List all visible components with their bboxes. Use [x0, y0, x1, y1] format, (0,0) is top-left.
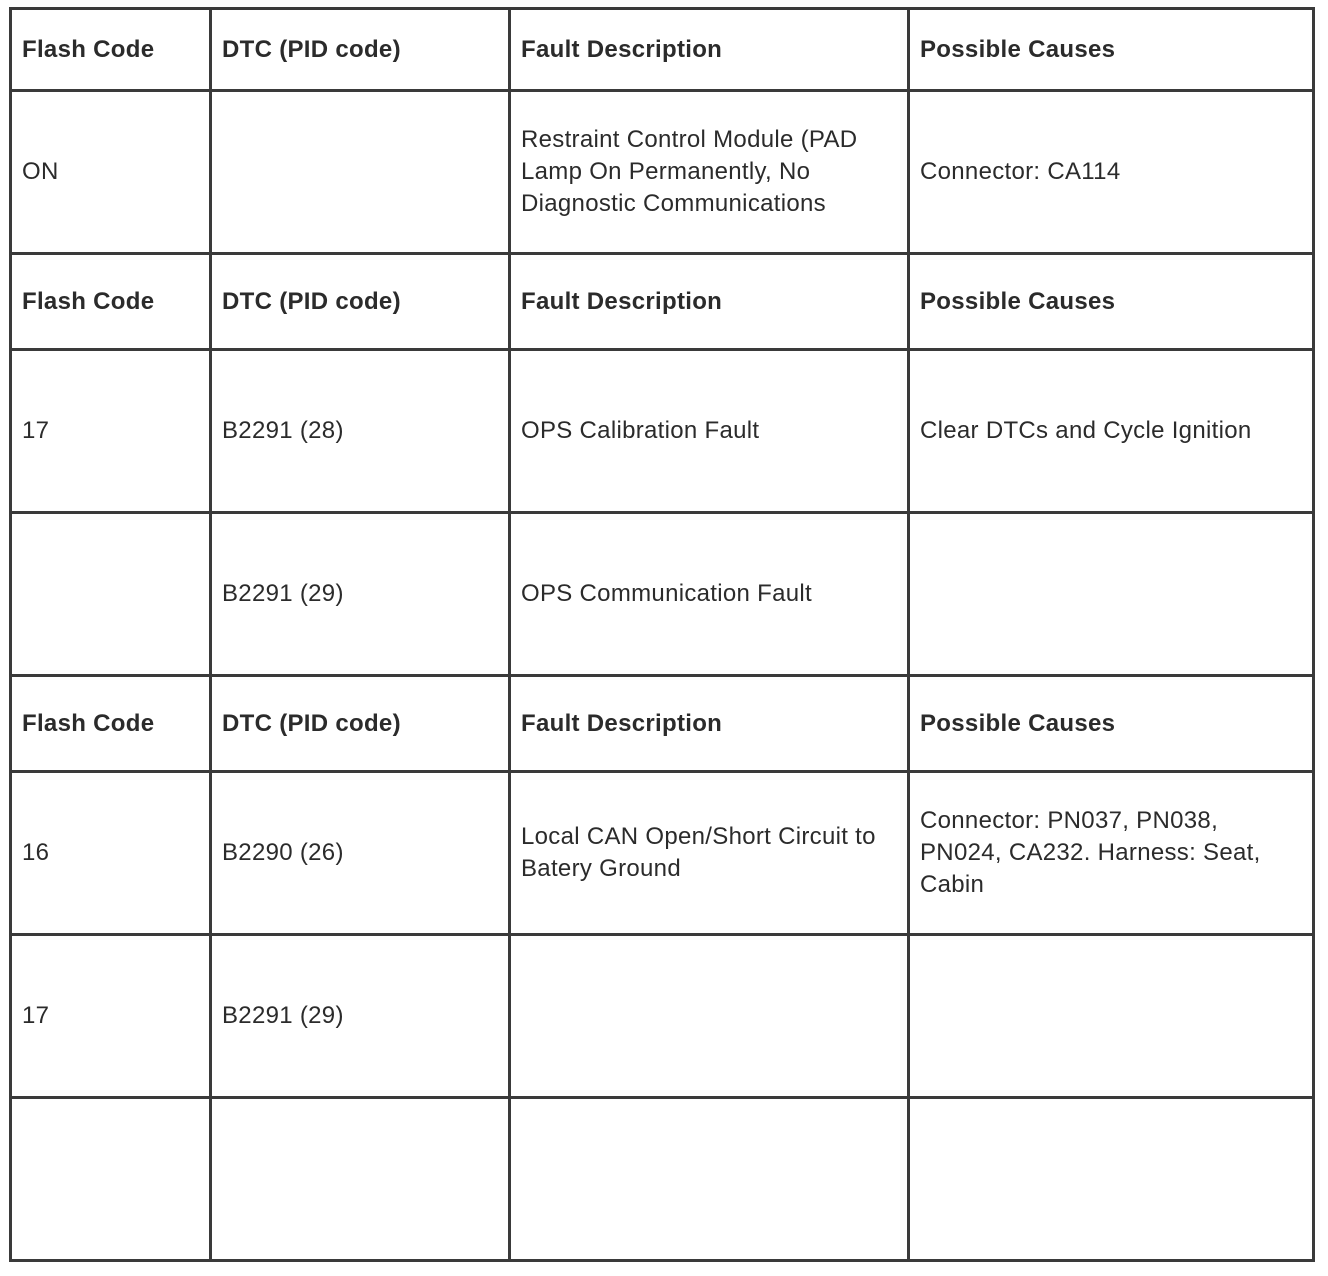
possible-causes-cell: [909, 1098, 1314, 1261]
header-dtc: DTC (PID code): [211, 254, 510, 350]
table-row: [11, 935, 1314, 1098]
dtc-cell: [211, 1098, 510, 1261]
header-dtc: DTC (PID code): [211, 676, 510, 772]
header-row: [11, 676, 1314, 772]
flash-code-cell: ON: [11, 91, 211, 254]
fault-description-cell: OPS Calibration Fault: [510, 350, 909, 513]
header-flash-code: Flash Code: [11, 676, 211, 772]
header-fault-description: Fault Description: [510, 676, 909, 772]
table-row: [11, 91, 1314, 254]
header-possible-causes: Possible Causes: [909, 9, 1314, 91]
fault-description-cell: Restraint Control Module (PAD Lamp On Permanently, No Diagnostic Communications: [510, 91, 909, 254]
table-row: [11, 772, 1314, 935]
dtc-cell: B2290 (26): [211, 772, 510, 935]
flash-code-cell: 16: [11, 772, 211, 935]
header-flash-code: Flash Code: [11, 254, 211, 350]
possible-causes-cell: Connector: CA114: [909, 91, 1314, 254]
fault-description-cell: OPS Communication Fault: [510, 513, 909, 676]
fault-description-cell: Local CAN Open/Short Circuit to Batery Ground: [510, 772, 909, 935]
possible-causes-cell: [909, 935, 1314, 1098]
possible-causes-cell: Connector: PN037, PN038, PN024, CA232. Harness: Seat, Cabin: [909, 772, 1314, 935]
dtc-cell: B2291 (29): [211, 513, 510, 676]
flash-code-cell: 17: [11, 935, 211, 1098]
dtc-cell: B2291 (28): [211, 350, 510, 513]
header-fault-description: Fault Description: [510, 9, 909, 91]
flash-code-cell: 17: [11, 350, 211, 513]
fault-description-cell: [510, 935, 909, 1098]
flash-code-cell: [11, 513, 211, 676]
dtc-cell: B2291 (29): [211, 935, 510, 1098]
possible-causes-cell: Clear DTCs and Cycle Ignition: [909, 350, 1314, 513]
header-row: [11, 9, 1314, 91]
fault-description-cell: [510, 1098, 909, 1261]
header-flash-code: Flash Code: [11, 9, 211, 91]
header-dtc: DTC (PID code): [211, 9, 510, 91]
table-row: [11, 350, 1314, 513]
dtc-cell: [211, 91, 510, 254]
possible-causes-cell: [909, 513, 1314, 676]
table-row: [11, 513, 1314, 676]
fault-code-table: [9, 7, 1315, 1262]
flash-code-cell: [11, 1098, 211, 1261]
header-fault-description: Fault Description: [510, 254, 909, 350]
table-row: [11, 1098, 1314, 1261]
header-possible-causes: Possible Causes: [909, 676, 1314, 772]
header-row: [11, 254, 1314, 350]
header-possible-causes: Possible Causes: [909, 254, 1314, 350]
